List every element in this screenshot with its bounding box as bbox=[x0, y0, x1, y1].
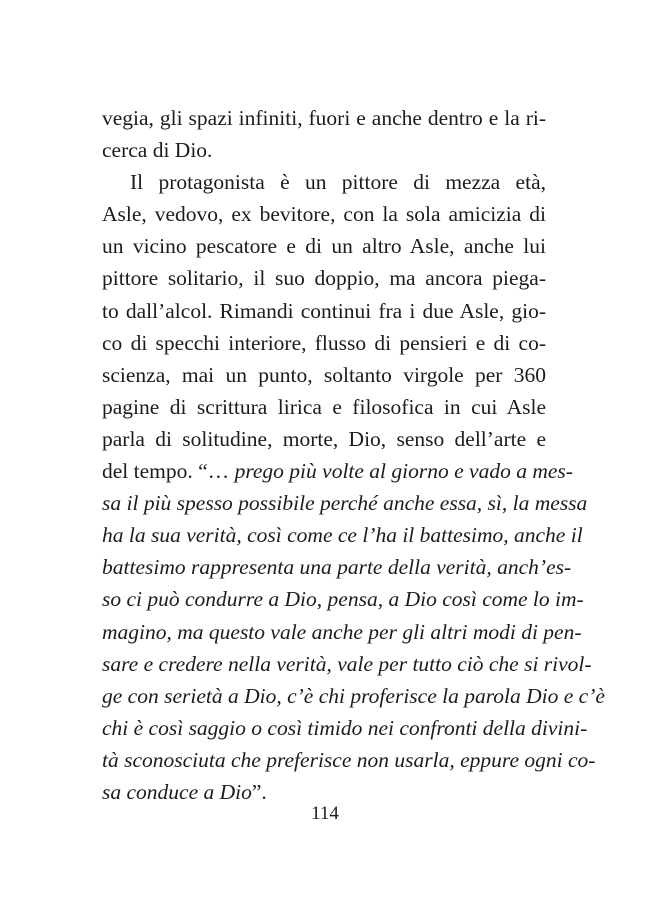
text-line-14 bbox=[102, 519, 583, 551]
page-number: 114 bbox=[311, 803, 339, 824]
text-line-4: Asle, vedovo, ex bevitore, con la sola amicizia di bbox=[102, 202, 546, 227]
text-line-13 bbox=[102, 487, 588, 519]
text-line-16 bbox=[102, 583, 584, 615]
quote-italic-text: tà sconosciuta che preferisce non usarla, eppure ogni co- bbox=[102, 747, 596, 772]
quote-italic-text: so ci può condurre a Dio, pensa, a Dio così come lo im- bbox=[102, 587, 584, 612]
quote-italic-text: ge con serietà a Dio, c’è chi proferisce la parola Dio e c’è bbox=[102, 683, 605, 708]
quote-italic-text: battesimo rappresenta una parte della verità, anch’es- bbox=[102, 555, 572, 580]
text-line-6: pittore solitario, il suo doppio, ma ancora piega- bbox=[102, 266, 546, 291]
quote-italic-text: sare e credere nella verità, vale per tutto ciò che si rivol- bbox=[102, 651, 592, 676]
quote-italic-text: ha la sua verità, così come ce l’ha il battesimo, anche il bbox=[102, 523, 583, 548]
quote-closing: ”. bbox=[251, 779, 267, 804]
text-line-12: del tempo. “… prego più volte al giorno e vado a mes- bbox=[102, 459, 573, 484]
quote-italic-text: chi è così saggio o così timido nei confronti della divini- bbox=[102, 715, 588, 740]
text-line-20 bbox=[102, 712, 588, 744]
text-line-5: un vicino pescatore e di un altro Asle, anche lui bbox=[102, 234, 546, 259]
text-line-7: to dall’alcol. Rimandi continui fra i due Asle, gio- bbox=[102, 298, 546, 323]
quote-italic-text: sa il più spesso possibile perché anche essa, sì, la messa bbox=[102, 491, 588, 516]
text-line-15 bbox=[102, 551, 572, 583]
quote-italic-text: sa conduce a Dio bbox=[102, 779, 252, 804]
text-line-17 bbox=[102, 616, 582, 648]
text-line-21 bbox=[102, 744, 596, 776]
text-line-10: pagine di scrittura lirica e filosofica in cui Asle bbox=[102, 394, 546, 419]
quote-italic-text: magino, ma questo vale anche per gli altri modi di pen- bbox=[102, 619, 582, 644]
text-line-2: cerca di Dio. bbox=[102, 138, 213, 163]
text-line-19 bbox=[102, 680, 605, 712]
text-line-9: scienza, mai un punto, soltanto virgole per 360 bbox=[102, 362, 546, 387]
text-line-18 bbox=[102, 648, 592, 680]
text-line-8: co di specchi interiore, flusso di pensieri e di co- bbox=[102, 330, 546, 355]
text-line-11: parla di solitudine, morte, Dio, senso dell’arte e bbox=[102, 426, 546, 451]
quote-italic-text: prego più volte al giorno e vado a mes- bbox=[234, 459, 573, 484]
book-page-text bbox=[102, 102, 605, 808]
text-line-1: vegia, gli spazi infiniti, fuori e anche dentro e la ri- bbox=[102, 106, 546, 130]
text-line-3: Il protagonista è un pittore di mezza età, bbox=[130, 170, 546, 195]
